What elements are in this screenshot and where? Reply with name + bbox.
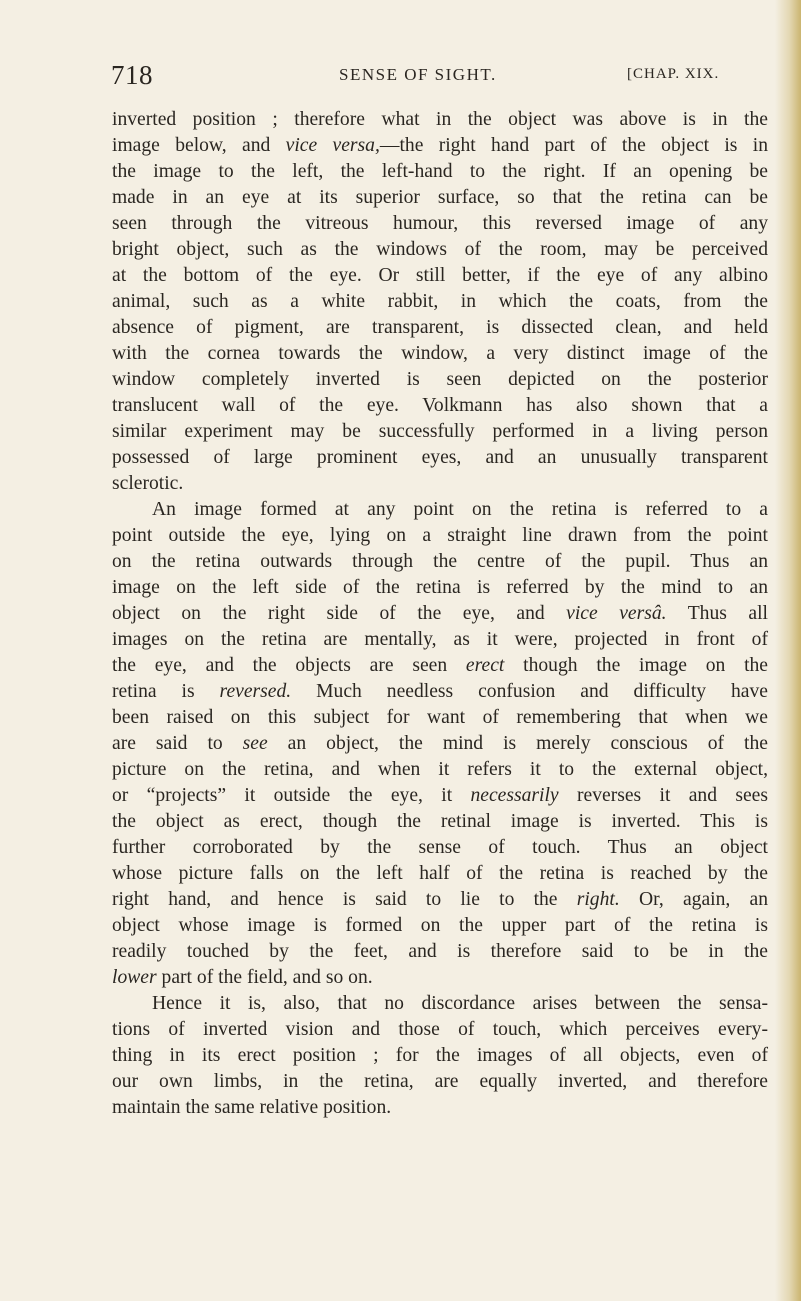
- text-segment: picture on the retina, and when it refers it to the external object,: [112, 759, 768, 780]
- page-edge-shading: [775, 0, 801, 1301]
- text-segment: window completely inverted is seen depicted on the posterior: [112, 369, 768, 390]
- text-segment: sclerotic.: [112, 473, 184, 494]
- text-line: [112, 471, 768, 497]
- text-line: [112, 575, 768, 601]
- text-segment: seen through the vitreous humour, this reversed image of any: [112, 213, 768, 234]
- text-line: [112, 679, 768, 705]
- italic-text: necessarily: [470, 785, 559, 806]
- text-line: [112, 523, 768, 549]
- text-segment: made in an eye at its superior surface, so that the retina can be: [112, 187, 768, 208]
- text-segment: or “projects” it outside the eye, it: [112, 785, 471, 806]
- text-segment: Much needless confusion and difficulty have: [291, 681, 769, 702]
- text-segment: animal, such as a white rabbit, in which the coats, from the: [112, 291, 768, 312]
- text-segment: an object, the mind is merely conscious of the: [267, 733, 768, 754]
- text-segment: object on the right side of the eye, and: [112, 603, 567, 624]
- italic-text: reversed.: [219, 681, 292, 702]
- text-line: [112, 497, 768, 523]
- text-segment: at the bottom of the eye. Or still better, if the eye of any albino: [112, 265, 768, 286]
- body-text: [112, 107, 768, 1121]
- page-number: 718: [111, 60, 153, 90]
- text-line: [112, 133, 768, 159]
- italic-text: see: [242, 733, 268, 754]
- italic-text: right.: [576, 889, 620, 910]
- text-line: [112, 367, 768, 393]
- text-line: [112, 211, 768, 237]
- text-line: [112, 185, 768, 211]
- text-segment: the eye, and the objects are seen: [112, 655, 466, 676]
- text-line: [112, 341, 768, 367]
- text-segment: readily touched by the feet, and is therefore said to be in the: [112, 941, 768, 962]
- text-line: [112, 939, 768, 965]
- text-line: [112, 653, 768, 679]
- text-segment: Hence it is, also, that no discordance arises between the sensa-: [152, 993, 768, 1014]
- text-segment: been raised on this subject for want of remembering that when we: [112, 707, 768, 728]
- text-segment: bright object, such as the windows of the room, may be perceived: [112, 239, 768, 260]
- text-line: [112, 237, 768, 263]
- text-segment: image below, and: [112, 135, 286, 156]
- text-line: [112, 315, 768, 341]
- italic-text: vice versâ.: [566, 603, 667, 624]
- text-line: [112, 1043, 768, 1069]
- text-segment: with the cornea towards the window, a very distinct image of the: [112, 343, 768, 364]
- text-line: [112, 1095, 768, 1121]
- text-segment: maintain the same relative position.: [112, 1097, 392, 1118]
- text-line: [112, 601, 768, 627]
- text-segment: reverses it and sees: [558, 785, 768, 806]
- text-segment: similar experiment may be successfully performed in a living person: [112, 421, 768, 442]
- text-segment: the object as erect, though the retinal image is inverted. This is: [112, 811, 768, 832]
- text-line: [112, 549, 768, 575]
- running-head: [111, 60, 771, 100]
- text-line: [112, 965, 768, 991]
- text-line: [112, 861, 768, 887]
- italic-text: erect: [465, 655, 505, 676]
- text-line: [112, 809, 768, 835]
- text-line: [112, 419, 768, 445]
- text-segment: further corroborated by the sense of touch. Thus an object: [112, 837, 768, 858]
- text-line: [112, 107, 768, 133]
- text-line: [112, 731, 768, 757]
- text-segment: absence of pigment, are transparent, is dissected clean, and held: [112, 317, 768, 338]
- text-segment: thing in its erect position ; for the images of all objects, even of: [112, 1045, 768, 1066]
- text-line: [112, 991, 768, 1017]
- text-segment: object whose image is formed on the upper part of the retina is: [112, 915, 768, 936]
- text-line: [112, 705, 768, 731]
- text-segment: Or, again, an: [619, 889, 768, 910]
- text-segment: image on the left side of the retina is referred by the mind to an: [112, 577, 768, 598]
- text-segment: Thus all: [666, 603, 768, 624]
- text-line: [112, 289, 768, 315]
- text-segment: tions of inverted vision and those of touch, which perceives every-: [112, 1019, 768, 1040]
- text-segment: whose picture falls on the left half of the retina is reached by the: [112, 863, 768, 884]
- text-segment: possessed of large prominent eyes, and an unusually transparent: [112, 447, 768, 468]
- text-segment: translucent wall of the eye. Volkmann has also shown that a: [112, 395, 768, 416]
- text-segment: retina is: [112, 681, 220, 702]
- text-line: [112, 627, 768, 653]
- chapter-marker: [CHAP. XIX.: [627, 66, 720, 82]
- text-segment: An image formed at any point on the retina is referred to a: [152, 499, 768, 520]
- text-line: [112, 159, 768, 185]
- text-segment: the image to the left, the left-hand to the right. If an opening be: [112, 161, 768, 182]
- text-line: [112, 757, 768, 783]
- text-segment: inverted position ; therefore what in the object was above is in the: [112, 109, 768, 130]
- running-title: SENSE OF SIGHT.: [339, 65, 497, 84]
- text-segment: our own limbs, in the retina, are equally inverted, and therefore: [112, 1071, 768, 1092]
- italic-text: lower: [112, 967, 157, 988]
- text-segment: part of the field, and so on.: [156, 967, 373, 988]
- text-line: [112, 783, 768, 809]
- text-line: [112, 1069, 768, 1095]
- text-segment: point outside the eye, lying on a straight line drawn from the point: [112, 525, 768, 546]
- text-line: [112, 445, 768, 471]
- text-segment: are said to: [112, 733, 243, 754]
- text-segment: images on the retina are mentally, as it were, projected in front of: [112, 629, 768, 650]
- text-line: [112, 913, 768, 939]
- text-line: [112, 887, 768, 913]
- text-segment: right hand, and hence is said to lie to the: [112, 889, 577, 910]
- text-segment: on the retina outwards through the centre of the pupil. Thus an: [112, 551, 768, 572]
- text-segment: though the image on the: [504, 655, 769, 676]
- text-segment: —the right hand part of the object is in: [379, 135, 768, 156]
- text-line: [112, 835, 768, 861]
- text-line: [112, 393, 768, 419]
- text-line: [112, 263, 768, 289]
- italic-text: vice versa,: [285, 135, 380, 156]
- text-line: [112, 1017, 768, 1043]
